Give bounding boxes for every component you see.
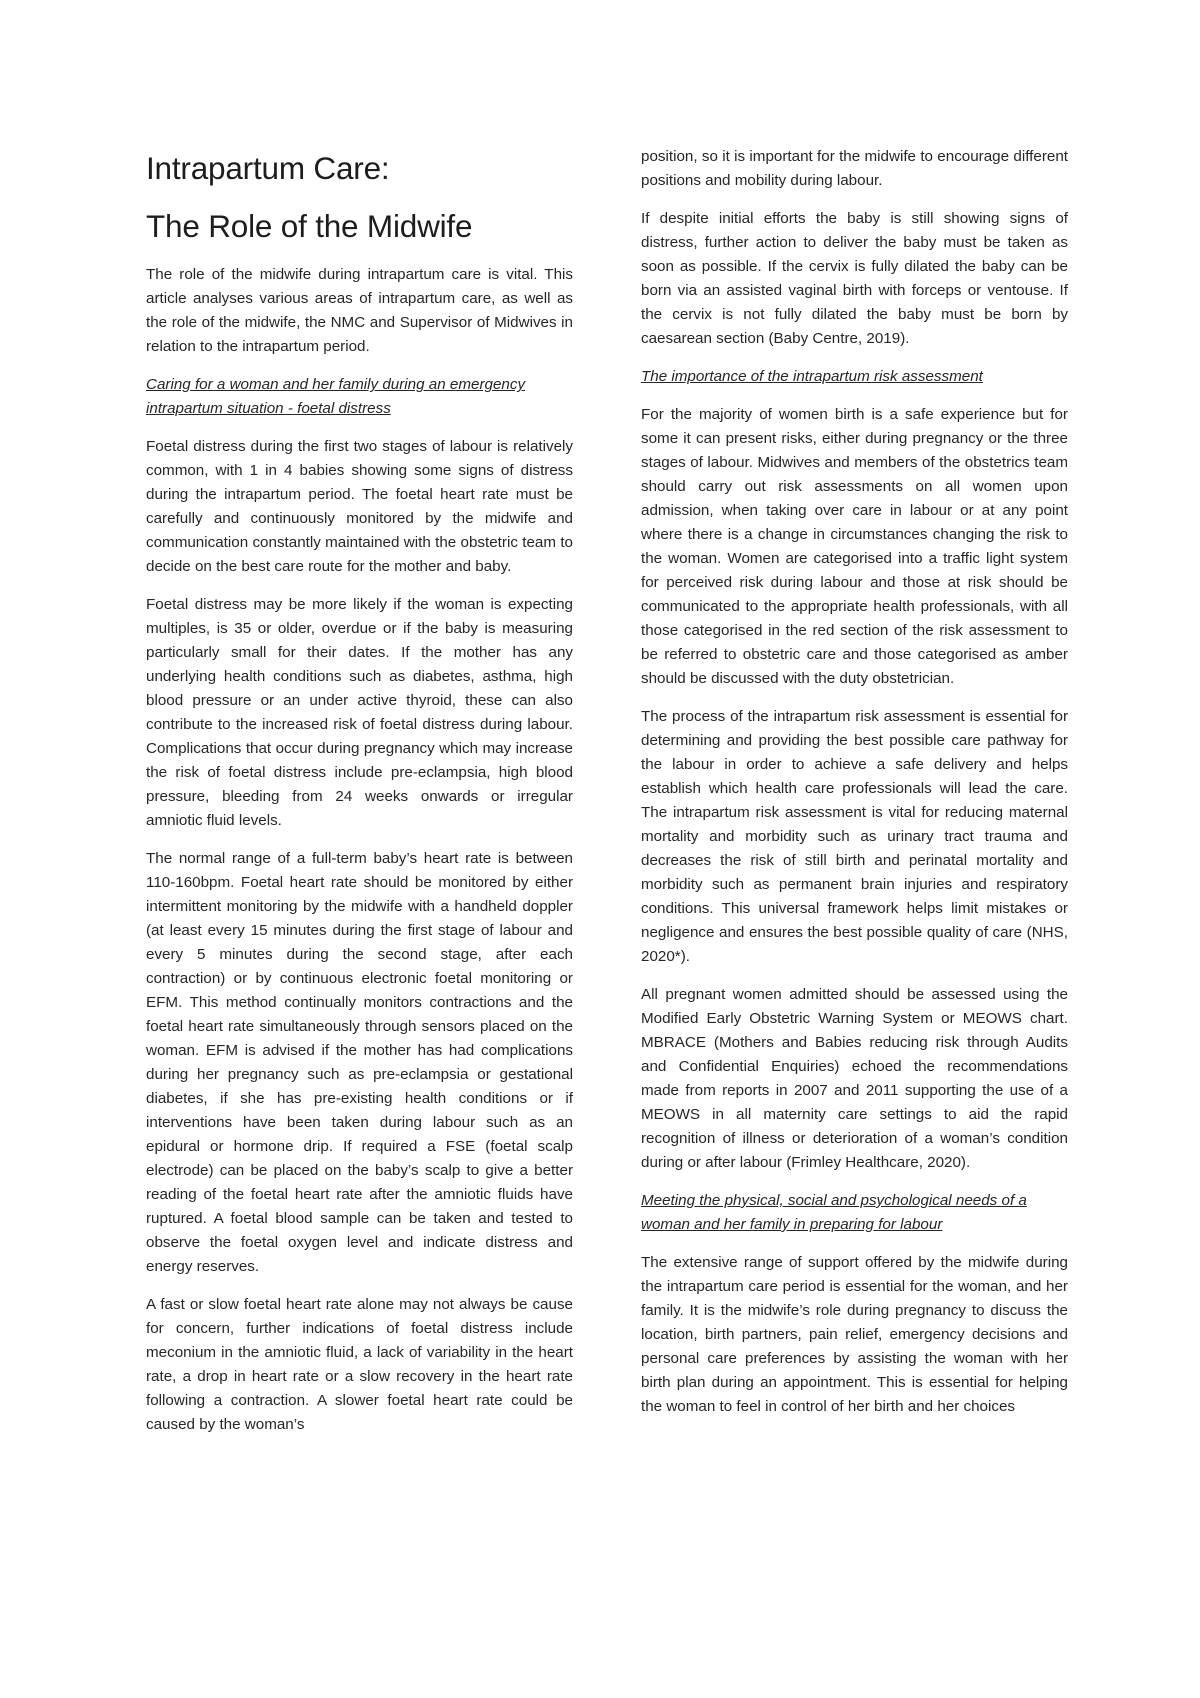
paragraph: The normal range of a full-term baby’s heart rate is between 110-160bpm. Foetal heart rate should be monitored by either intermittent monitoring by the midwife with a handheld doppler (at least every 15 minutes during the first stage of labour and every 5 minutes during the second stage, after each contraction) or by continuous electronic foetal monitoring or EFM. This method continually monitors contractions and the foetal heart rate simultaneously through sensors placed on the woman. EFM is advised if the mother has had complications during her pregnancy such as pre-eclampsia or gestational diabetes, if she has pre-existing health conditions or if interventions have been taken during labour such as an epidural or hormone drip. If required a FSE (foetal scalp electrode) can be placed on the baby’s scalp to give a better reading of the foetal heart rate after the amniotic fluids have ruptured. A foetal blood sample can be taken and tested to observe the foetal oxygen level and indicate distress and energy reserves.: [146, 850, 573, 1276]
paragraph: If despite initial efforts the baby is still showing signs of distress, further action to deliver the baby must be taken as soon as possible. If the cervix is fully dilated the baby can be born via an assisted vaginal birth with forceps or ventouse. If the cervix is not fully dilated the baby must be born by caesarean section (Baby Centre, 2019).: [641, 210, 1068, 347]
paragraph: For the majority of women birth is a safe experience but for some it can present risks, either during pregnancy or the three stages of labour. Midwives and members of the obstetrics team should carry out risk assessments on all women upon admission, when taking over care in labour or at any point where there is a change in circumstances changing the risk to the woman. Women are categorised into a traffic light system for perceived risk during labour and those at risk should be communicated to the appropriate health professionals, with all those categorised in the red section of the risk assessment to be referred to obstetric care and those categorised as amber should be discussed with the duty obstetrician.: [641, 406, 1068, 687]
page-title-line-2: The Role of the Midwife: [146, 208, 473, 245]
paragraph: All pregnant women admitted should be assessed using the Modified Early Obstetric Warning System or MEOWS chart. MBRACE (Mothers and Babies reducing risk through Audits and Confidential Enquiries) echoed the recommendations made from reports in 2007 and 2011 supporting the use of a MEOWS in all maternity care settings to aid the rapid recognition of illness or deterioration of a woman’s condition during or after labour (Frimley Healthcare, 2020).: [641, 986, 1068, 1171]
section-heading-risk-assessment: The importance of the intrapartum risk assessment: [641, 368, 983, 385]
section-heading-needs: Meeting the physical, social and psychological needs of a woman and her family in preparing for labour: [641, 1192, 1027, 1233]
paragraph: position, so it is important for the midwife to encourage different positions and mobility during labour.: [641, 148, 1068, 189]
section-heading-foetal-distress: Caring for a woman and her family during an emergency intrapartum situation - foetal distress: [146, 376, 526, 418]
paragraph: Foetal distress during the first two stages of labour is relatively common, with 1 in 4 babies showing some signs of distress during the intrapartum period. The foetal heart rate must be carefully and continuously monitored by the midwife and communication constantly maintained with the obstetric team to decide on the best care route for the mother and baby.: [146, 438, 573, 576]
paragraph: Foetal distress may be more likely if the woman is expecting multiples, is 35 or older, overdue or if the baby is measuring particularly small for their dates. If the mother has any underlying health conditions such as diabetes, asthma, high blood pressure or an under active thyroid, these can also contribute to the increased risk of foetal distress during labour. Complications that occur during pregnancy which may increase the risk of foetal distress include pre-eclampsia, high blood pressure, bleeding from 24 weeks onwards or irregular amniotic fluid levels.: [146, 596, 573, 830]
left-column: [146, 150, 573, 1451]
right-column: [641, 145, 1068, 1433]
paragraph: The extensive range of support offered by the midwife during the intrapartum care period is essential for the woman, and her family. It is the midwife’s role during pregnancy to discuss the location, birth partners, pain relief, emergency decisions and personal care preferences by assisting the woman with her birth plan during an appointment. This is essential for helping the woman to feel in control of her birth and her choices: [641, 1254, 1068, 1415]
page-title-line-1: Intrapartum Care:: [146, 150, 390, 186]
intro-paragraph: The role of the midwife during intrapartum care is vital. This article analyses various areas of intrapartum care, as well as the role of the midwife, the NMC and Supervisor of Midwives in relation to the intrapartum period.: [146, 266, 573, 356]
paragraph: The process of the intrapartum risk assessment is essential for determining and providing the best possible care pathway for the labour in order to achieve a safe delivery and helps establish which health care professionals will lead the care. The intrapartum risk assessment is vital for reducing maternal mortality and morbidity such as urinary tract trauma and decreases the risk of still birth and perinatal mortality and morbidity such as permanent brain injuries and respiratory conditions. This universal framework helps limit mistakes or negligence and ensures the best possible quality of care (NHS, 2020*).: [641, 708, 1068, 965]
paragraph: A fast or slow foetal heart rate alone may not always be cause for concern, further indications of foetal distress include meconium in the amniotic fluid, a lack of variability in the heart rate, a drop in heart rate or a slow recovery in the heart rate following a contraction. A slower foetal heart rate could be caused by the woman’s: [146, 1296, 573, 1434]
